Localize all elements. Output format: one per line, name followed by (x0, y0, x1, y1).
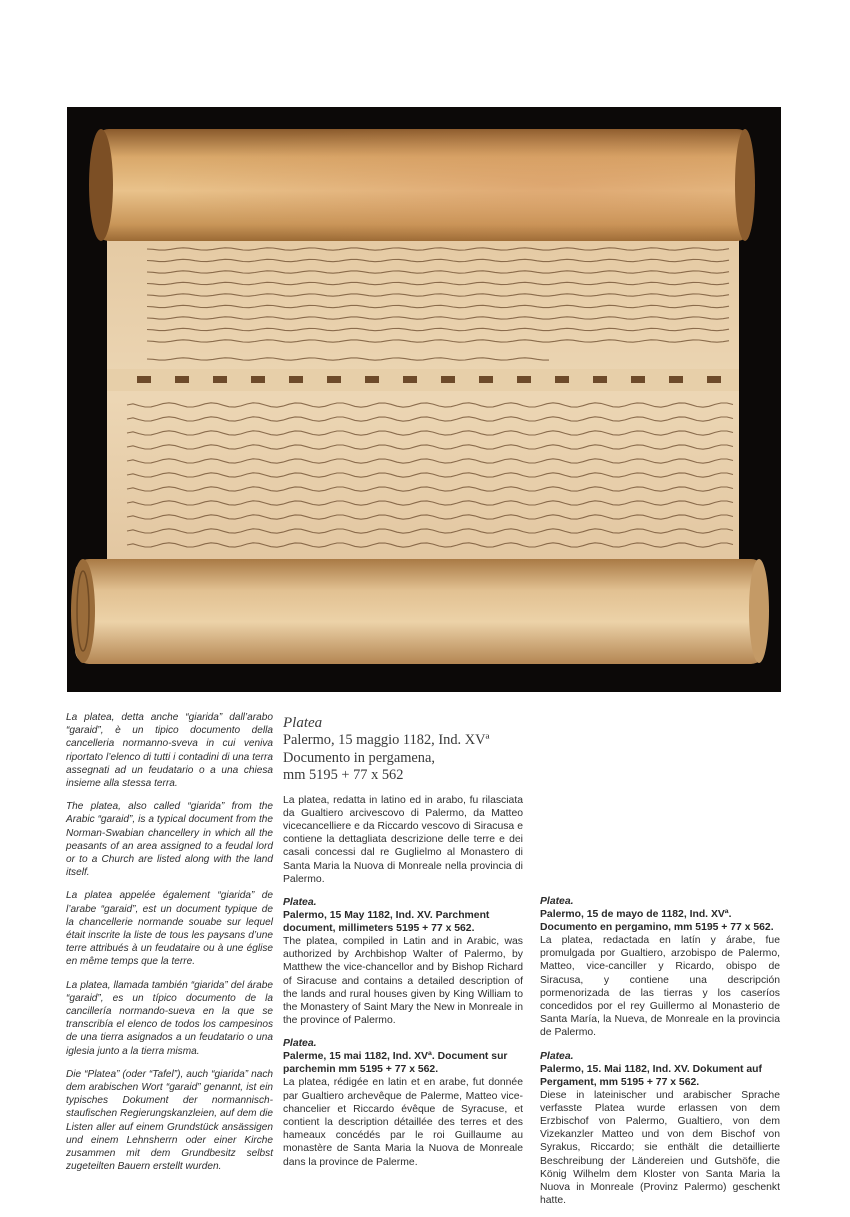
italian-description: La platea, redatta in latino ed in arabo, fu rilasciata da Gualtiero arcivescovo di Palermo, da Matteo vicecancelliere e da Riccardo vescovo di Siracusa e contiene la dettagliata descrizione delle terre e dei casali concessi dal re Guglielmo al Monastero di Santa Maria la Nuova di Monreale nella provincia di Palermo. (283, 794, 523, 885)
scroll-photograph (67, 107, 781, 692)
french-block (283, 1037, 523, 1168)
french-heading: Palerme, 15 mai 1182, Ind. XVª. Document sur parchemin mm 5195 + 77 x 562. (283, 1051, 508, 1076)
spanish-heading: Palermo, 15 de mayo de 1182, Ind. XVª. Documento en pergamino, mm 5195 + 77 x 562. (540, 909, 774, 933)
french-description: La platea, rédigée en latin et en arabe, fut donnée par Gualtiero archevêque de Palerme, Matteo vice-chancelier et Riccardo évêque de Syracuse, et contient la description détaillée des terres et des hameaux concédés par le roi Guillaume au monastère de Santa Maria la Nuova de Monreale dans la province de Palerme. (283, 1077, 523, 1168)
bottom-roll (75, 559, 765, 664)
german-block (540, 1050, 780, 1208)
stitch (365, 376, 379, 383)
parchment-sheet (107, 225, 739, 570)
stitch (175, 376, 189, 383)
stitch (707, 376, 721, 383)
top-roll-left-end (89, 129, 113, 241)
description-column-right (540, 895, 780, 1217)
stitch (631, 376, 645, 383)
stitch (669, 376, 683, 383)
stitch (137, 376, 151, 383)
stitch (289, 376, 303, 383)
french-label: Platea. (283, 1038, 317, 1050)
caption-column (66, 711, 273, 1184)
german-heading: Palermo, 15. Mai 1182, Ind. XV. Dokument auf Pergament, mm 5195 + 77 x 562. (540, 1063, 762, 1088)
description-column-middle (283, 714, 523, 1179)
page-title: Platea (283, 715, 323, 731)
stitch (479, 376, 493, 383)
caption-italian: La platea, detta anche “giarida” dall’arabo “garaid”, è un tipico documento della cancelleria normanno-sveva in cui veniva riportato l’elenco di tutti i contadini di una terra assegnati ad un feudatario o a una chiesa insieme alla stessa terra. (66, 712, 273, 790)
caption-english: The platea, also called “giarida” from the Arabic “garaid”, is a typical document from the Norman-Swabian chancellery in which all the peasants of an area assigned to a feudal lord or to a Church are listed along with the land itself. (66, 801, 273, 879)
english-label: Platea. (283, 896, 317, 908)
stitch (441, 376, 455, 383)
stitch (251, 376, 265, 383)
english-block (283, 896, 523, 1027)
caption-french: La platea appelée également “giarida” de l’arabe “garaid”, est un document typique de la chancellerie normande souabe sur lequel était inscrite la liste de tous les paysans d’une terre attribués à un feudataire ou à une église en même temps que la terre. (66, 890, 273, 968)
stitch (403, 376, 417, 383)
german-description: Diese in lateinischer und arabischer Sprache verfasste Platea wurde erlassen von dem Erzbischof von Palermo, Gualtiero, von dem Vizekanzler Matteo und von dem Bischof von Syrakus, Riccardo; sie enthält die detaillierte Beschreibung der Ländereien und Gutshöfe, die König Wilhelm dem Kloster von Santa Maria la Nuova in Monreale (Provinz Palermo) geschenkt hatte. (540, 1089, 780, 1207)
english-heading: Palermo, 15 May 1182, Ind. XV. Parchment document, millimeters 5195 + 77 x 562. (283, 909, 490, 934)
spanish-description: La platea, redactada en latín y árabe, fue promulgada por Gualtiero, arzobispo de Palermo, Matteo, vice-canciller y Ricardo, obispo de Siracusa, y contiene una descripción pormenorizada de las tierras y los caseríos concedidos por el rey Guillermo al Monasterio de Santa María, la Nueva, de Monreale en la provincia de Palermo. (540, 935, 780, 1039)
caption-spanish: La platea, llamada también “giarida” del árabe “garaid”, es un típico documento de la cancillería normando-sueva en la que se transcribía el elenco de todos los campesinos de una tierra asignados a un feudatario o una iglesia junto a la tierra misma. (66, 979, 273, 1057)
german-label: Platea. (540, 1050, 574, 1062)
top-roll-stain (95, 129, 751, 241)
english-description: The platea, compiled in Latin and in Arabic, was authorized by Archbishop Walter of Palermo, by Matthew the vice-chancellor and by Bishop Richard of Siracuse and contains a detailed description of the lands and rural houses given by King William to the Monastery of Saint Mary the New in Monreale in the province of Palermo. (283, 935, 523, 1027)
bottom-roll-right-end (749, 559, 769, 663)
parchment-scroll-illustration (67, 107, 781, 692)
stitch (327, 376, 341, 383)
stitch (593, 376, 607, 383)
top-roll-right-end (735, 129, 755, 241)
bottom-roll-left-end (71, 559, 95, 663)
page-subtitle: Palermo, 15 maggio 1182, Ind. XVª Documento in pergamena, mm 5195 + 77 x 562 (283, 732, 490, 783)
spanish-block (540, 895, 780, 1040)
stitch (213, 376, 227, 383)
stitch (517, 376, 531, 383)
spanish-label: Platea. (540, 896, 574, 907)
caption-german: Die “Platea” (oder “Tafel”), auch “giarida” nach dem arabischen Wort “garaid” genannt, ist ein typisches Dokument der normannisch-staufischen Regierungskanzleien, auf dem die Listen aller auf einem Grundstück ansässigen und einem Lehnsherrn oder einer Kirche zusammen mit dem Grundbesitz selbst zugeteilten Bauern erstellt wurden. (66, 1068, 273, 1173)
stitch (555, 376, 569, 383)
